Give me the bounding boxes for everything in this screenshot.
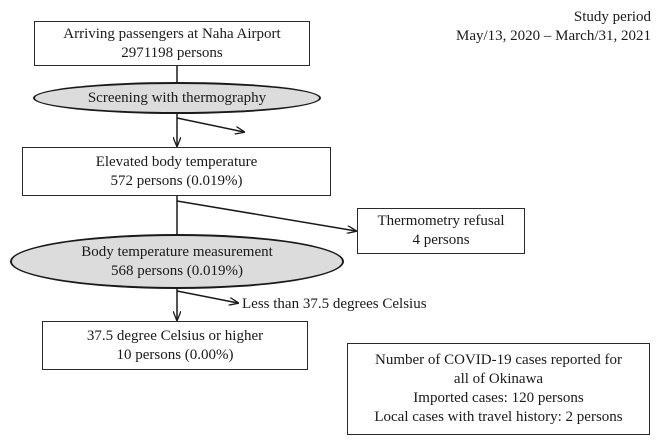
- body-temperature-measurement-oval: [10, 234, 344, 289]
- elevated-temperature-count: 572 persons (0.019%): [110, 172, 243, 189]
- thermometry-refusal-title: Thermometry refusal: [377, 213, 505, 229]
- covid-cases-title-line2: all of Okinawa: [453, 371, 544, 387]
- arriving-passengers-count: 2971198 persons: [121, 44, 223, 61]
- threshold-or-higher-title: 37.5 degree Celsius or higher: [86, 327, 264, 344]
- elevated-temperature-box: [22, 147, 331, 196]
- thermometry-refusal-box: [357, 208, 525, 254]
- covid-cases-box: [347, 343, 650, 435]
- arrow-elevated-to-refusal: [177, 201, 356, 231]
- study-period: [456, 8, 651, 46]
- threshold-or-higher-box: [42, 321, 308, 370]
- elevated-temperature-title: Elevated body temperature: [95, 153, 258, 170]
- screening-thermography-oval: [33, 82, 321, 114]
- thermometry-refusal-count: 4 persons: [412, 232, 470, 248]
- covid-cases-imported: Imported cases: 120 persons: [413, 390, 584, 406]
- body-temperature-measurement-title: Body temperature measurement: [81, 243, 273, 260]
- less-than-threshold-label: [242, 295, 427, 314]
- study-period-range: May/13, 2020 – March/31, 2021: [456, 28, 651, 44]
- threshold-or-higher-count: 10 persons (0.00%): [116, 346, 234, 363]
- less-than-threshold-text: Less than 37.5 degrees Celsius: [242, 296, 427, 312]
- arriving-passengers-title: Arriving passengers at Naha Airport: [63, 25, 281, 42]
- covid-cases-title-line1: Number of COVID-19 cases reported for: [374, 352, 622, 368]
- body-temperature-measurement-count: 568 persons (0.019%): [110, 262, 244, 279]
- covid-cases-local-travel: Local cases with travel history: 2 persons: [374, 409, 623, 425]
- screening-thermography-label: Screening with thermography: [87, 89, 267, 106]
- study-period-label: Study period: [573, 9, 651, 25]
- arrow-measurement-to-less-than: [177, 291, 238, 303]
- arriving-passengers-box: [34, 21, 310, 66]
- arrow-screening-diagonal: [177, 118, 244, 132]
